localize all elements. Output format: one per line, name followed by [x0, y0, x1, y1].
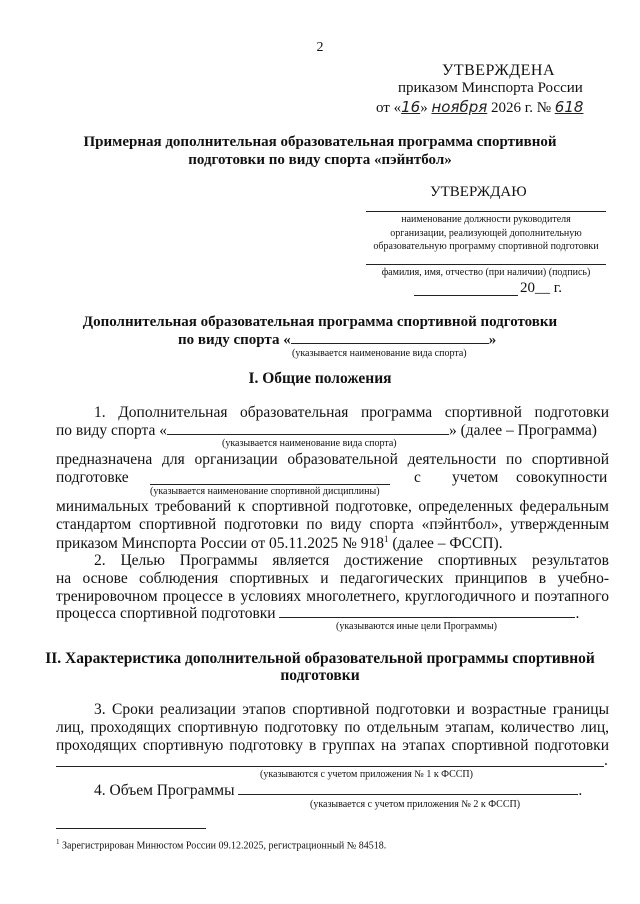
p1-line1: 1. Дополнительная образовательная программа спортивной подготовки [94, 404, 609, 421]
p1-line4-b: совокупности [516, 469, 608, 486]
p3-line4-suffix: . [604, 752, 608, 769]
program-title-suffix: » [488, 332, 497, 348]
sport-name-blank [291, 331, 489, 344]
approve-hint1-line1: наименование должности руководителя [401, 214, 571, 225]
footnote: $^1$ Зарегистрирован Минюстом России 09.12.2025, регистрационный № 84518. [56, 838, 387, 852]
p2-line2: на основе соблюдения спортивных и педагогических принципов в учебно- [56, 570, 609, 587]
p1-line3: предназначена для организации образовательной деятельности по спортивной [56, 451, 609, 468]
section2-heading-line1: II. Характеристика дополнительной образовательной программы спортивной [45, 650, 595, 667]
p1-line7: приказом Минспорта России от 05.11.2025 № $918^1$ (далее – ФССП). [56, 534, 503, 553]
approval-quote-close: » [420, 100, 428, 116]
approve-position-line [366, 211, 606, 212]
p1-line4-c: с [414, 469, 421, 486]
footnote-separator [56, 828, 206, 829]
p1-hint2: (указывается наименование спортивной дисциплины) [150, 486, 380, 497]
p4-hint: (указывается с учетом приложения № 2 к ФССП) [310, 799, 521, 810]
approve-date-line [414, 295, 518, 296]
p4-line: 4. Объем Программы . [94, 782, 583, 799]
approve-hint2: фамилия, имя, отчество (при наличии) (подпись) [381, 267, 591, 278]
approval-title: УТВЕРЖДЕНА [442, 62, 556, 79]
page-number: 2 [316, 40, 324, 55]
program-title-prefix: по виду спорта « [178, 332, 291, 348]
program-title-line1: Дополнительная образовательная программа спортивной подготовки [82, 314, 558, 330]
approval-order-line: приказом Минспорта России [398, 80, 583, 96]
p3-line2: лиц, проходящих спортивную подготовку по отдельным этапам, количество лиц, [56, 719, 609, 736]
discipline-blank [150, 484, 390, 485]
p1-line5: минимальных требований к спортивной подготовке, определенных федеральным [56, 498, 609, 515]
p2-hint: (указываются иные цели Программы) [336, 621, 498, 632]
approve-name-line [366, 264, 606, 265]
stages-blank [56, 766, 604, 767]
approve-label: УТВЕРЖДАЮ [430, 184, 527, 200]
program-title-hint: (указывается наименование вида спорта) [292, 348, 467, 359]
p1-line4-a: учетом [452, 469, 499, 486]
doc-title-line2: подготовки по виду спорта «пэйнтбол» [188, 152, 452, 168]
approval-month-handwritten: ноября [431, 98, 488, 116]
doc-title-line1: Примерная дополнительная образовательная программа спортивной [83, 134, 557, 150]
approval-number-handwritten: 618 [554, 98, 584, 116]
section1-heading: I. Общие положения [248, 370, 392, 387]
p2-line1: 2. Целью Программы является достижение спортивных результатов [94, 552, 609, 569]
section2-heading-line2: подготовки [280, 667, 360, 684]
approve-year: 20__ г. [520, 280, 562, 296]
p3-hint: (указываются с учетом приложения № 1 к ФССП) [260, 769, 473, 780]
approve-hint1-line3: образовательную программу спортивной подготовки [373, 241, 599, 252]
p3-line1: 3. Сроки реализации этапов спортивной подготовки и возрастные границы [94, 701, 609, 718]
approval-date-line [376, 98, 583, 117]
p2-line4: процесса спортивной подготовки . [56, 605, 580, 622]
p2-line3: тренировочном процессе в условиях многолетнего, круглогодичного и поэтапного [56, 588, 609, 605]
approve-hint1-line2: организации, реализующей дополнительную [390, 228, 582, 239]
p1-line4-prefix: подготовке [56, 469, 129, 486]
footnote-ref: 1 [384, 534, 389, 544]
p1-line6: стандартом спортивной подготовки по виду спорта «пэйнтбол», утвержденным [56, 516, 609, 533]
approval-year-text: 2026 г. № [491, 100, 552, 116]
p3-line3: проходящих спортивную подготовку в группах на этапах спортивной подготовки [56, 737, 609, 754]
program-title-line2 [178, 331, 496, 349]
approval-from-prefix: от « [376, 100, 402, 116]
sport-name-blank-2 [167, 422, 449, 435]
approval-day-handwritten: 16 [401, 98, 421, 116]
other-goals-blank [279, 605, 575, 618]
volume-blank [238, 782, 578, 795]
p1-line2: по виду спорта « » (далее – Программа) [56, 422, 597, 439]
p1-hint1: (указывается наименование вида спорта) [222, 438, 397, 449]
